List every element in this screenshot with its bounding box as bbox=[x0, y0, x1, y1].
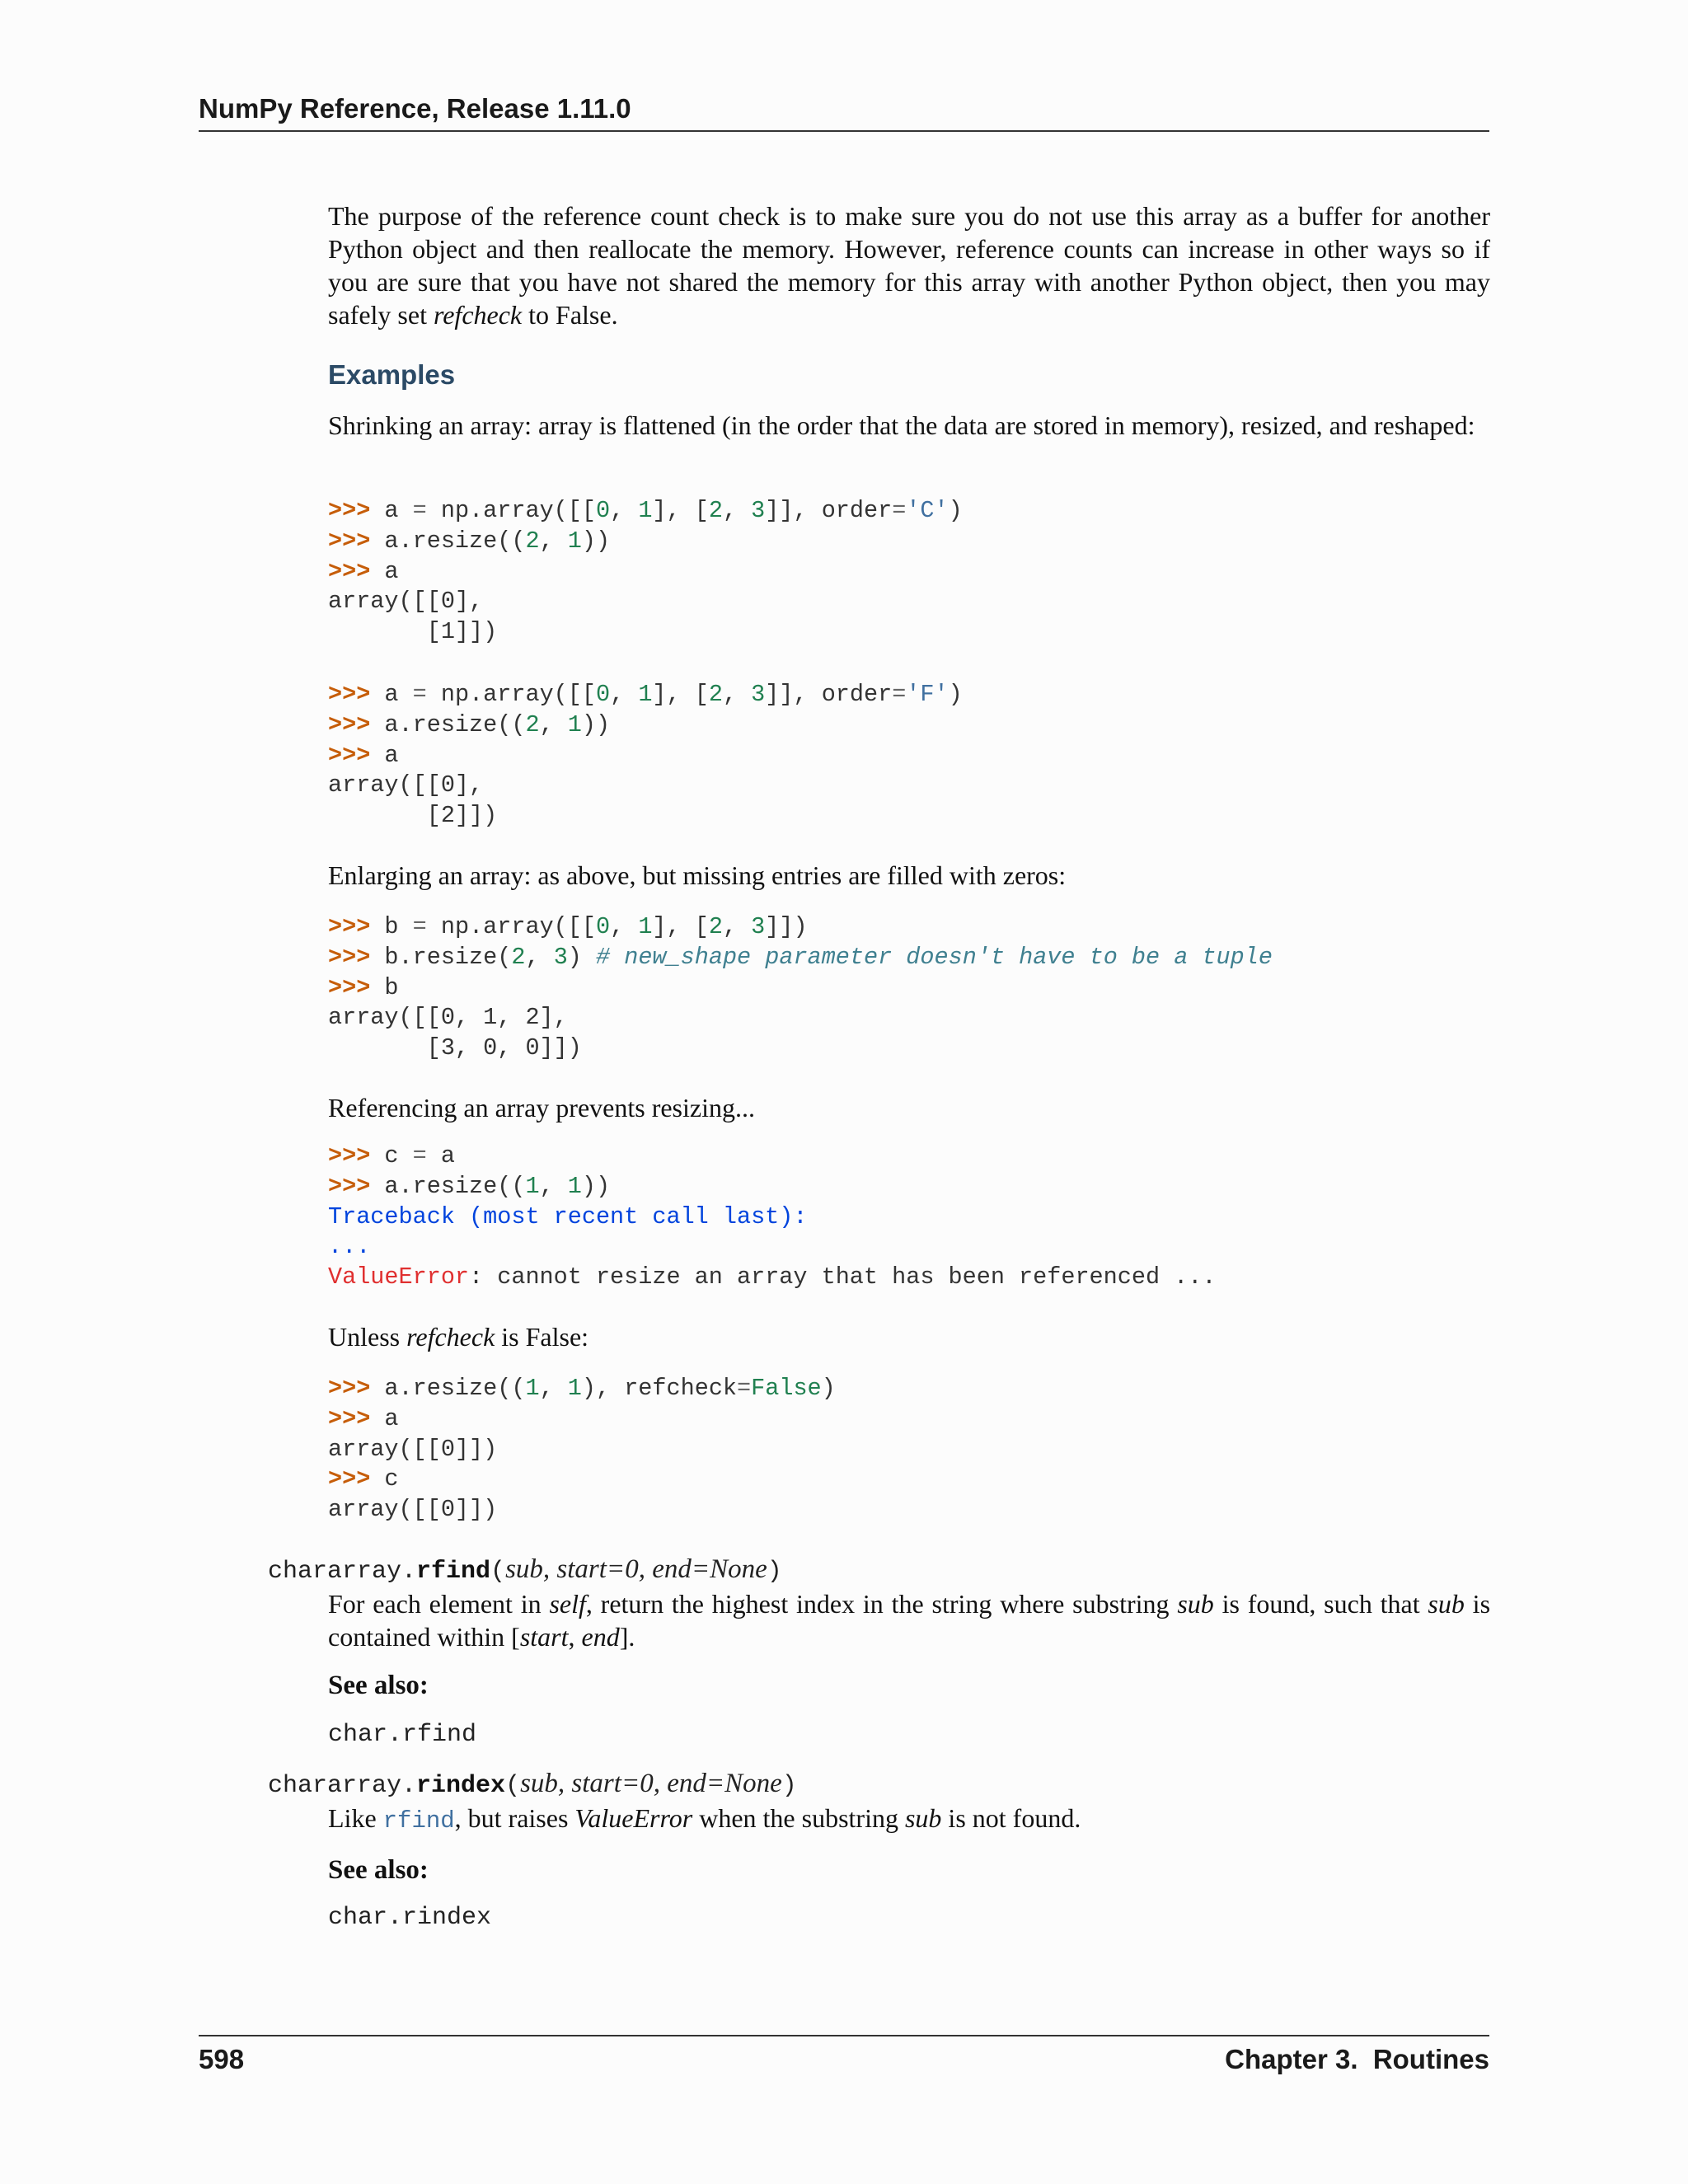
unless-paragraph: Unless refcheck is False: bbox=[328, 1322, 589, 1352]
intro-text-end: to False. bbox=[522, 300, 618, 330]
rfind-link[interactable]: rfind bbox=[382, 1807, 455, 1835]
code-block-shrink-f: >>> a = np.array([[0, 1], [2, 3]], order='F') >>> a.resize((2, 1)) >>> a array([[0], [2]]) bbox=[328, 681, 963, 830]
footer-rule bbox=[199, 2035, 1489, 2036]
refcheck-term: refcheck bbox=[433, 300, 523, 330]
code-block-referencing: >>> c = a >>> a.resize((1, 1)) Traceback (most recent call last): ... ValueError: cannot resize an array that has been referenced ... bbox=[328, 1142, 1217, 1291]
intro-text: The purpose of the reference count check is to make sure you do not use this array as a buffer for another Python object and then reallocate the memory. However, reference counts can increase in other ways so if you are sure that you have not shared the memory for this array with another Python object, then you may safely set bbox=[328, 201, 1490, 330]
rfind-description: For each element in self, return the highest index in the string where substring sub is found, such that sub is contained within [start, end]. bbox=[328, 1589, 1491, 1652]
rindex-signature: chararray.rindex(sub, start=0, end=None) bbox=[268, 1769, 797, 1800]
shrink-paragraph: Shrinking an array: array is flattened (in the order that the data are stored in memory), resized, and reshaped: bbox=[328, 410, 1475, 440]
rfind-signature: chararray.rfind(sub, start=0, end=None) bbox=[268, 1554, 782, 1586]
rfind-see-also-label: See also: bbox=[328, 1671, 429, 1700]
enlarge-paragraph: Enlarging an array: as above, but missing entries are filled with zeros: bbox=[328, 860, 1067, 890]
code-block-shrink-c: >>> a = np.array([[0, 1], [2, 3]], order='C') >>> a.resize((2, 1)) >>> a array([[0], [1]]) bbox=[328, 497, 963, 646]
referencing-paragraph: Referencing an array prevents resizing... bbox=[328, 1093, 755, 1122]
rindex-see-also-label: See also: bbox=[328, 1855, 429, 1885]
header-rule bbox=[199, 130, 1489, 132]
chapter-label: Chapter 3. Routines bbox=[1225, 2044, 1489, 2074]
rindex-description: Like rfind, but raises ValueError when the substring sub is not found. bbox=[328, 1803, 1081, 1835]
code-block-refcheck-false: >>> a.resize((1, 1), refcheck=False) >>> a array([[0]]) >>> c array([[0]]) bbox=[328, 1375, 836, 1524]
examples-heading: Examples bbox=[328, 359, 456, 390]
page-header: NumPy Reference, Release 1.11.0 bbox=[199, 93, 631, 124]
rindex-see-also-link[interactable]: char.rindex bbox=[328, 1904, 492, 1932]
rfind-see-also-link[interactable]: char.rfind bbox=[328, 1721, 477, 1749]
page-number: 598 bbox=[199, 2044, 245, 2074]
code-block-enlarge: >>> b = np.array([[0, 1], [2, 3]]) >>> b.resize(2, 3) # new_shape parameter doesn't have to be a tuple >>> b array([[0, 1, 2], [3, 0, 0]]) bbox=[328, 913, 1273, 1062]
intro-paragraph bbox=[328, 199, 1490, 331]
